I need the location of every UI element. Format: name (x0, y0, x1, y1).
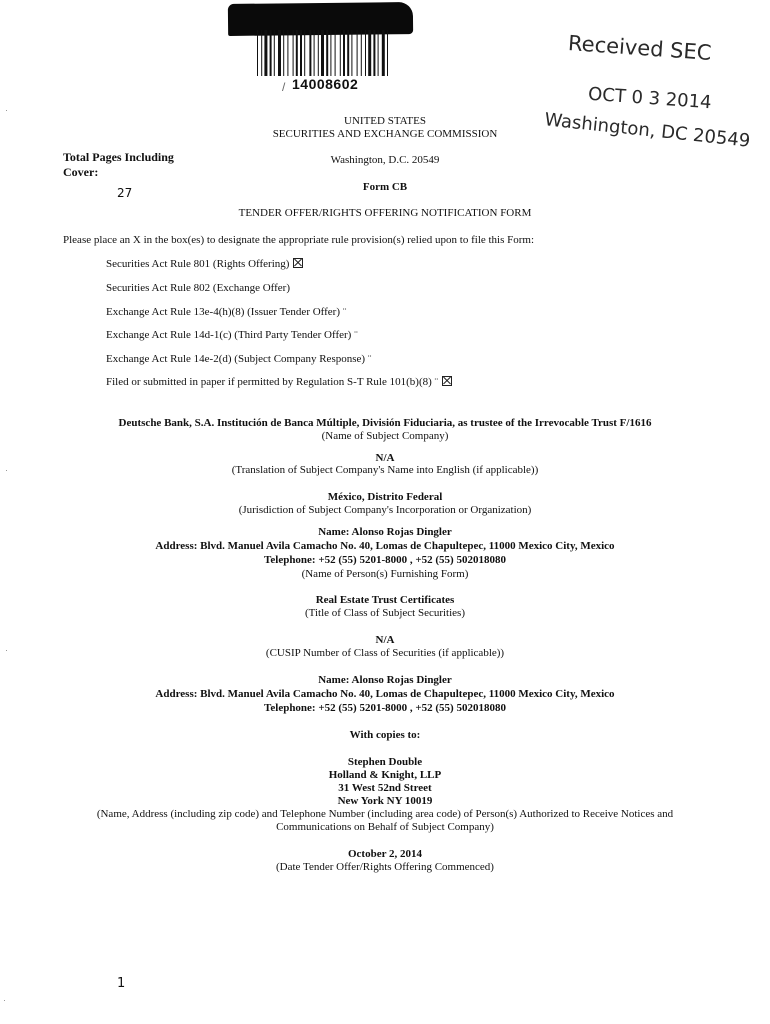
stamp-date: OCT 0 3 2014 (587, 83, 713, 114)
header-country: UNITED STATES (344, 115, 426, 127)
copies-street: 31 West 52nd Street (338, 782, 432, 794)
header-commission: SECURITIES AND EXCHANGE COMMISSION (272, 128, 498, 140)
total-pages-label: Total Pages Including Cover: (63, 150, 174, 179)
copies-name: Stephen Double (347, 756, 423, 768)
authorized-person-name: Name: Alonso Rojas Dingler (318, 674, 452, 686)
furnishing-person-telephone: Telephone: +52 (55) 5201-8000 , +52 (55) 502018080 (264, 554, 506, 566)
furnishing-person-caption: (Name of Person(s) Furnishing Form) (301, 568, 469, 580)
commenced-caption: (Date Tender Offer/Rights Offering Commenced) (276, 861, 494, 873)
form-title: TENDER OFFER/RIGHTS OFFERING NOTIFICATION FORM (238, 207, 532, 219)
rule-label: Securities Act Rule 801 (Rights Offering) (106, 258, 290, 270)
checkbox-checked-icon[interactable] (293, 258, 303, 268)
furnishing-person-name: Name: Alonso Rojas Dingler (318, 526, 452, 538)
rule-802-item (106, 281, 290, 295)
rule-13e-4-item (106, 305, 346, 319)
translation-value: N/A (375, 452, 395, 464)
subject-company-caption: (Name of Subject Company) (321, 430, 449, 442)
translation-caption: (Translation of Subject Company's Name into English (if applicable)) (231, 464, 539, 476)
copies-firm: Holland & Knight, LLP (328, 769, 442, 781)
furnishing-person-address: Address: Blvd. Manuel Avila Camacho No. 40, Lomas de Chapultepec, 11000 Mexico City, Mexico (155, 540, 615, 552)
copies-city: New York NY 10019 (337, 795, 433, 807)
copies-caption-line1: (Name, Address (including zip code) and Telephone Number (including area code) of Person(s) Authorized to Receive Notices and (96, 808, 674, 820)
subject-company-name: Deutsche Bank, S.A. Institución de Banca Múltiple, División Fiduciaria, as trustee of the Irrevocable Trust F/1616 (118, 417, 652, 429)
authorized-person-telephone: Telephone: +52 (55) 5201-8000 , +52 (55) 502018080 (264, 702, 506, 714)
header-location: Washington, D.C. 20549 (330, 154, 440, 166)
rule-label: Exchange Act Rule 14d-1(c) (Third Party Tender Offer) ¨ (106, 329, 358, 341)
barcode-tick-mark: / (282, 80, 286, 94)
checkbox-checked-icon[interactable] (442, 376, 452, 386)
scan-speck (6, 650, 7, 651)
jurisdiction-value: México, Distrito Federal (327, 491, 443, 503)
scan-speck (6, 470, 7, 471)
rule-801-item (106, 257, 303, 271)
stamp-received: Received SEC (567, 31, 713, 65)
copies-label: With copies to: (349, 729, 421, 741)
page-number: 1 (117, 976, 126, 991)
stamp-city: Washington, DC 20549 (543, 109, 752, 152)
jurisdiction-caption: (Jurisdiction of Subject Company's Incorporation or Organization) (238, 504, 532, 516)
cusip-caption: (CUSIP Number of Class of Securities (if applicable)) (265, 647, 505, 659)
rule-st-101-item (106, 375, 452, 389)
copies-caption-line2: Communications on Behalf of Subject Company) (276, 821, 494, 833)
securities-class-caption: (Title of Class of Subject Securities) (305, 607, 465, 619)
cusip-value: N/A (375, 634, 395, 646)
securities-class-value: Real Estate Trust Certificates (315, 594, 455, 606)
rule-14d-1-item (106, 328, 358, 342)
scan-speck (6, 110, 7, 111)
rule-label: Securities Act Rule 802 (Exchange Offer) (106, 282, 290, 294)
rule-label: Exchange Act Rule 13e-4(h)(8) (Issuer Tender Offer) ¨ (106, 306, 347, 318)
instructions-text: Please place an X in the box(es) to designate the appropriate rule provision(s) relied upon to file this Form: (63, 234, 535, 246)
total-pages-value: 27 (117, 186, 133, 200)
authorized-person-address: Address: Blvd. Manuel Avila Camacho No. 40, Lomas de Chapultepec, 11000 Mexico City, Mexico (155, 688, 615, 700)
rule-label: Filed or submitted in paper if permitted by Regulation S-T Rule 101(b)(8) ¨ (106, 376, 439, 388)
barcode-image (255, 30, 390, 76)
scan-speck (4, 1000, 5, 1001)
commenced-date: October 2, 2014 (347, 848, 423, 860)
barcode-number: 14008602 (292, 76, 359, 92)
rule-label: Exchange Act Rule 14e-2(d) (Subject Company Response) ¨ (106, 353, 372, 365)
form-name: Form CB (362, 181, 408, 193)
rule-14e-2-item (106, 352, 371, 366)
